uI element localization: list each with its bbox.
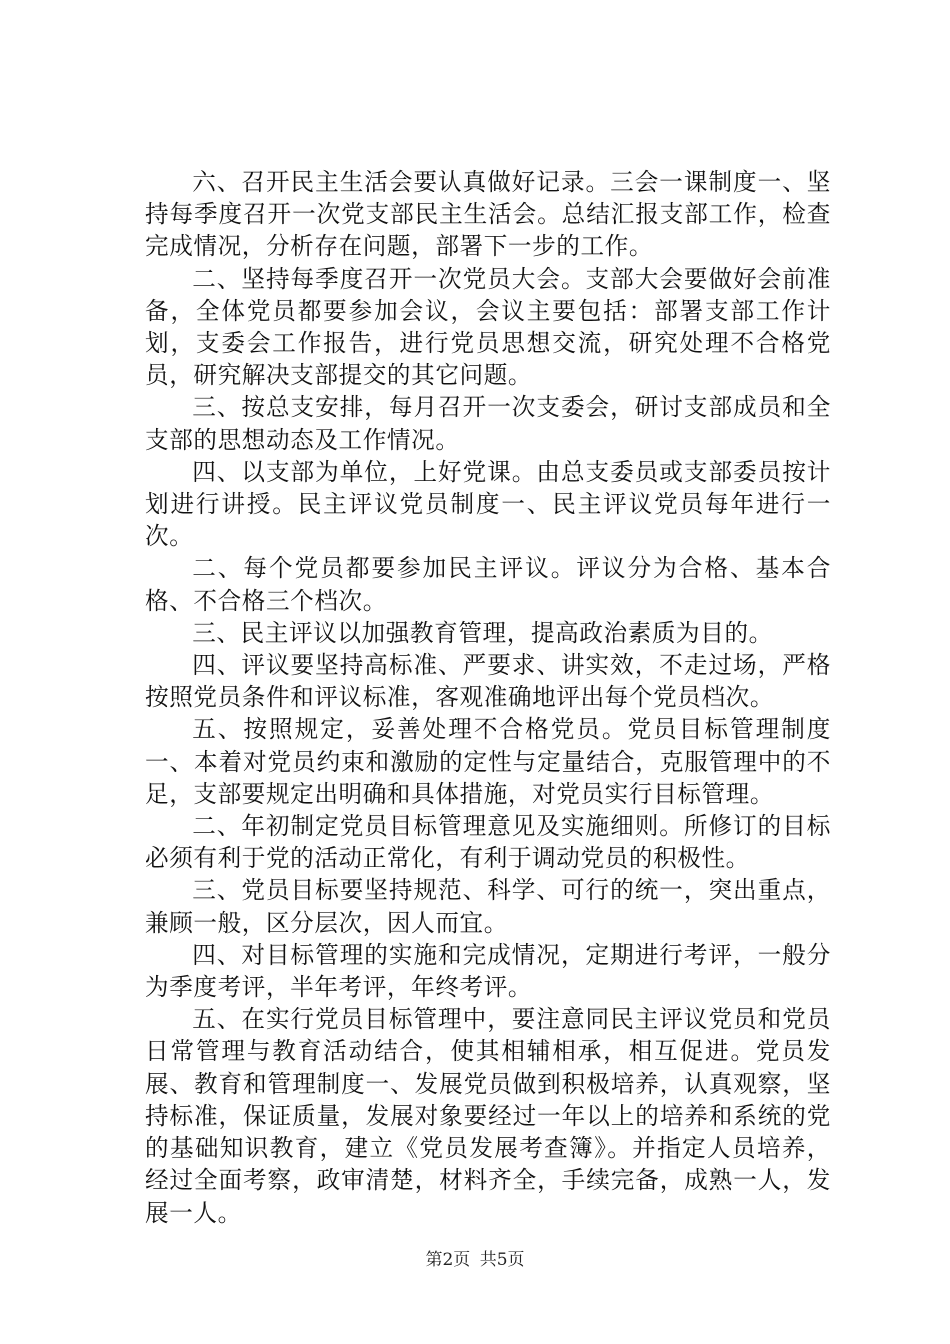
paragraph: 三、按总支安排，每月召开一次支委会，研讨支部成员和全支部的思想动态及工作情况。 [145,393,831,454]
paragraph: 二、每个党员都要参加民主评议。评议分为合格、基本合格、不合格三个档次。 [145,554,831,615]
document-body [145,166,831,1229]
paragraph: 六、召开民主生活会要认真做好记录。三会一课制度一、坚持每季度召开一次党支部民主生活会。总结汇报支部工作，检查完成情况，分析存在问题，部署下一步的工作。 [145,168,831,261]
paragraph: 五、在实行党员目标管理中，要注意同民主评议党员和党员日常管理与教育活动结合，使其相辅相承，相互促进。党员发展、教育和管理制度一、发展党员做到积极培养，认真观察，坚持标准，保证质量，发展对象要经过一年以上的培养和系统的党的基础知识教育，建立《党员发展考查簿》。并指定人员培养，经过全面考察，政审清楚，材料齐全，手续完备，成熟一人，发展一人。 [145,1005,831,1227]
page-total: 共5页 [479,1250,525,1270]
paragraph: 四、以支部为单位，上好党课。由总支委员或支部委员按计划进行讲授。民主评议党员制度一、民主评议党员每年进行一次。 [145,457,831,551]
paragraph: 二、年初制定党员目标管理意见及实施细则。所修订的目标必须有利于党的活动正常化，有利于调动党员的积极性。 [145,812,831,873]
paragraph: 二、坚持每季度召开一次党员大会。支部大会要做好会前准备，全体党员都要参加会议，会议主要包括：部署支部工作计划，支委会工作报告，进行党员思想交流，研究处理不合格党员，研究解决支部提交的其它问题。 [145,264,831,390]
paragraph: 四、对目标管理的实施和完成情况，定期进行考评，一般分为季度考评，半年考评，年终考评。 [145,940,831,1002]
paragraph: 四、评议要坚持高标准、严要求、讲实效，不走过场，严格按照党员条件和评议标准，客观准确地评出每个党员档次。 [145,651,831,712]
paragraph: 三、党员目标要坚持规范、科学、可行的统一，突出重点，兼顾一般，区分层次，因人而宜。 [145,876,831,937]
paragraph: 三、民主评议以加强教育管理，提高政治素质为目的。 [192,618,773,647]
page-footer [0,1245,950,1270]
page-number: 第2页 [425,1250,471,1270]
paragraph: 五、按照规定，妥善处理不合格党员。党员目标管理制度一、本着对党员约束和激励的定性与定量结合，克服管理中的不足，支部要规定出明确和具体措施，对党员实行目标管理。 [145,715,831,808]
